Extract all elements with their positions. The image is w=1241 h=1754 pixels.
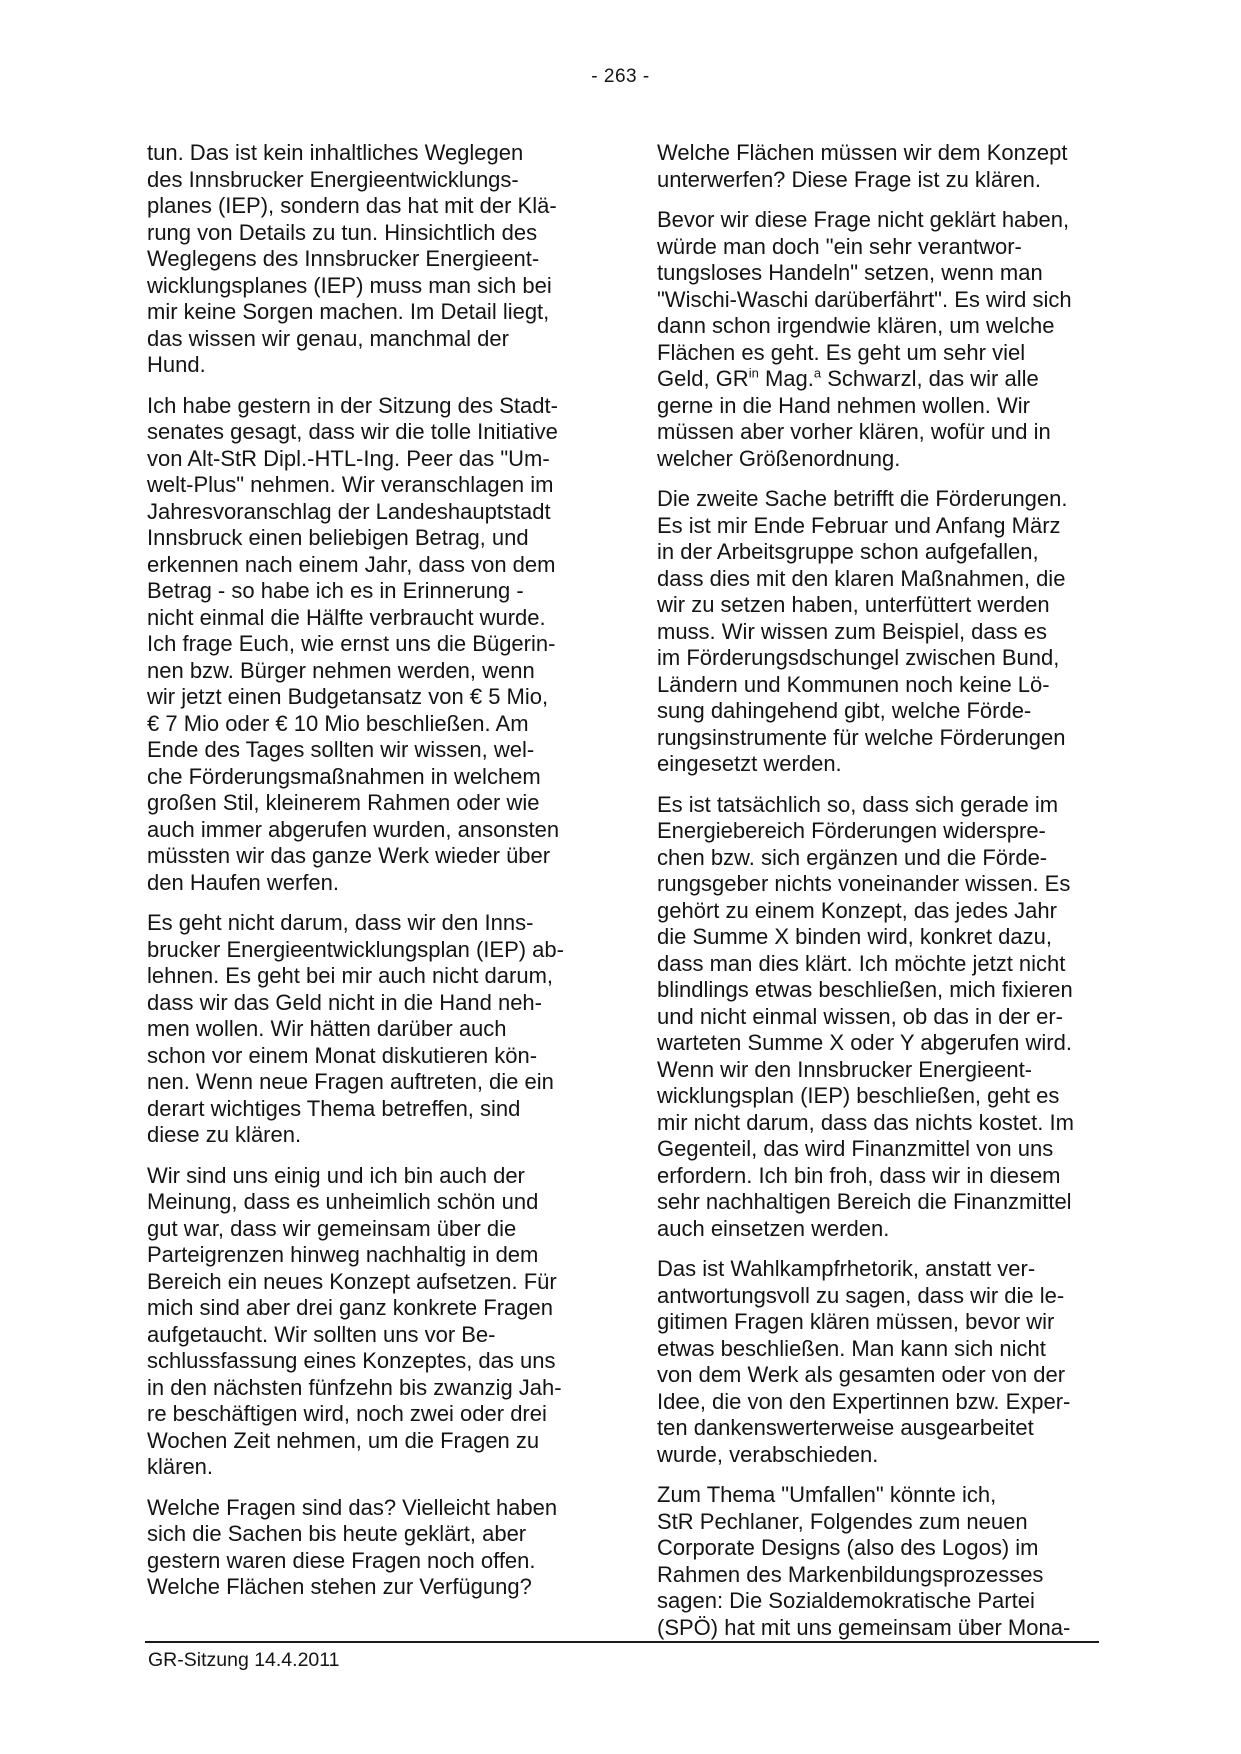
superscript: a (813, 365, 822, 381)
paragraph: Ich habe gestern in der Sitzung des Stadt- senates gesagt, dass wir die tolle Initiative von Alt-StR Dipl.-HTL-Ing. Peer das "Um- welt-Plus" nehmen. Wir veranschlagen im Jahresvoranschlag der Landeshauptstadt Innsbruck einen beliebigen Betrag, und erkennen nach einem Jahr, dass von dem Betrag - so habe ich es in Erinnerung - nicht einmal die Hälfte verbraucht wurde. Ich frage Euch, wie ernst uns die Bügerin- nen bzw. Bürger nehmen werden, wenn wir jetzt einen Budgetansatz von € 5 Mio, € 7 Mio oder € 10 Mio beschließen. Am Ende des Tages sollten wir wissen, wel- che Förderungsmaßnahmen in welchem großen Stil, kleinerem Rahmen oder wie auch immer abgerufen wurden, ansonsten müssten wir das ganze Werk wieder über den Haufen werfen. (147, 392, 560, 895)
text-column-right (657, 140, 1135, 1655)
paragraph: Wir sind uns einig und ich bin auch der Meinung, dass es unheimlich schön und gut war, dass wir gemeinsam über die Parteigrenzen hinweg nachhaltig in dem Bereich ein neues Konzept aufsetzen. Für mich sind aber drei ganz konkrete Fragen aufgetaucht. Wir sollten uns vor Be- schlussfassung eines Konzeptes, das uns in den nächsten fünfzehn bis zwanzig Jah- re beschäftigen wird, noch zwei oder drei Wochen Zeit nehmen, um die Fragen zu klären. (147, 1162, 562, 1479)
footer-divider (145, 1641, 1099, 1643)
paragraph: Es ist tatsächlich so, dass sich gerade im Energiebereich Förderungen widerspre- chen bzw. sich ergänzen und die Förde- rungsgeber nichts voneinander wissen. Es gehört zu einem Konzept, das jedes Jahr die Summe X binden wird, konkret dazu, dass man dies klärt. Ich möchte jetzt nicht blindlings etwas beschließen, mich fixieren und nicht einmal wissen, ob das in der er- warteten Summe X oder Y abgerufen wird. Wenn wir den Innsbrucker Energieent- wicklungsplan (IEP) beschließen, geht es mir nicht darum, dass das nichts kostet. Im Gegenteil, das wird Finanzmittel von uns erfordern. Ich bin froh, dass wir in diesem sehr nachhaltigen Bereich die Finanzmittel auch einsetzen werden. (657, 791, 1074, 1241)
paragraph: Es geht nicht darum, dass wir den Inns- brucker Energieentwicklungsplan (IEP) ab- lehnen. Es geht bei mir auch nicht darum, dass wir das Geld nicht in die Hand neh- men wollen. Wir hätten darüber auch schon vor einem Monat diskutieren kön- nen. Wenn neue Fragen auftreten, die ein derart wichtiges Thema betreffen, sind diese zu klären. (147, 910, 564, 1147)
paragraph: Welche Flächen müssen wir dem Konzept unterwerfen? Diese Frage ist zu klären. (657, 140, 1068, 192)
paragraph: Zum Thema "Umfallen" könnte ich, StR Pechlaner, Folgendes zum neuen Corporate Designs (also des Logos) im Rahmen des Markenbildungsprozesses sagen: Die Sozialdemokratische Partei (SPÖ) hat mit uns gemeinsam über Mona- (657, 1482, 1071, 1640)
paragraph: Welche Fragen sind das? Vielleicht haben sich die Sachen bis heute geklärt, aber gestern waren diese Fragen noch offen. Welche Flächen stehen zur Verfügung? (147, 1494, 558, 1599)
paragraph: Die zweite Sache betrifft die Förderungen. Es ist mir Ende Februar und Anfang März in der Arbeitsgruppe schon aufgefallen, dass dies mit den klaren Maßnahmen, die wir zu setzen haben, unterfüttert werden muss. Wir wissen zum Beispiel, dass es im Förderungsdschungel zwischen Bund, Ländern und Kommunen noch keine Lö- sung dahingehend gibt, welche Förde- rungsinstrumente für welche Förderungen eingesetzt werden. (657, 486, 1068, 776)
superscript: in (748, 365, 759, 381)
paragraph: Bevor wir diese Frage nicht geklärt haben, würde man doch "ein sehr verantwor- tungsloses Handeln" setzen, wenn man "Wischi-Waschi darüberfährt". Es wird sich dann schon irgendwie klären, um welche Flächen es geht. Es geht um sehr viel Geld, $GR^{in}$ Mag.$^a$ Schwarzl, das wir alle gerne in die Hand nehmen wollen. Wir müssen aber vorher klären, wofür und in welcher Größenordnung. (657, 207, 1072, 471)
paragraph: Das ist Wahlkampfrhetorik, anstatt ver- antwortungsvoll zu sagen, dass wir die le- gitimen Fragen klären müssen, bevor wir etwas beschließen. Man kann sich nicht von dem Werk als gesamten oder von der Idee, die von den Expertinnen bzw. Exper- ten dankenswerterweise ausgearbeitet wurde, verabschieden. (657, 1256, 1071, 1467)
paragraph: tun. Das ist kein inhaltliches Weglegen des Innsbrucker Energieentwicklungs- planes (IEP), sondern das hat mit der Klä- rung von Details zu tun. Hinsichtlich des Weglegens des Innsbrucker Energieent- wicklungsplanes (IEP) muss man sich bei mir keine Sorgen machen. Im Detail liegt, das wissen wir genau, manchmal der Hund. (147, 140, 557, 377)
text-column-left (147, 140, 625, 1615)
footer-session-label: GR-Sitzung 14.4.2011 (148, 1649, 340, 1671)
page-number: - 263 - (591, 66, 650, 87)
